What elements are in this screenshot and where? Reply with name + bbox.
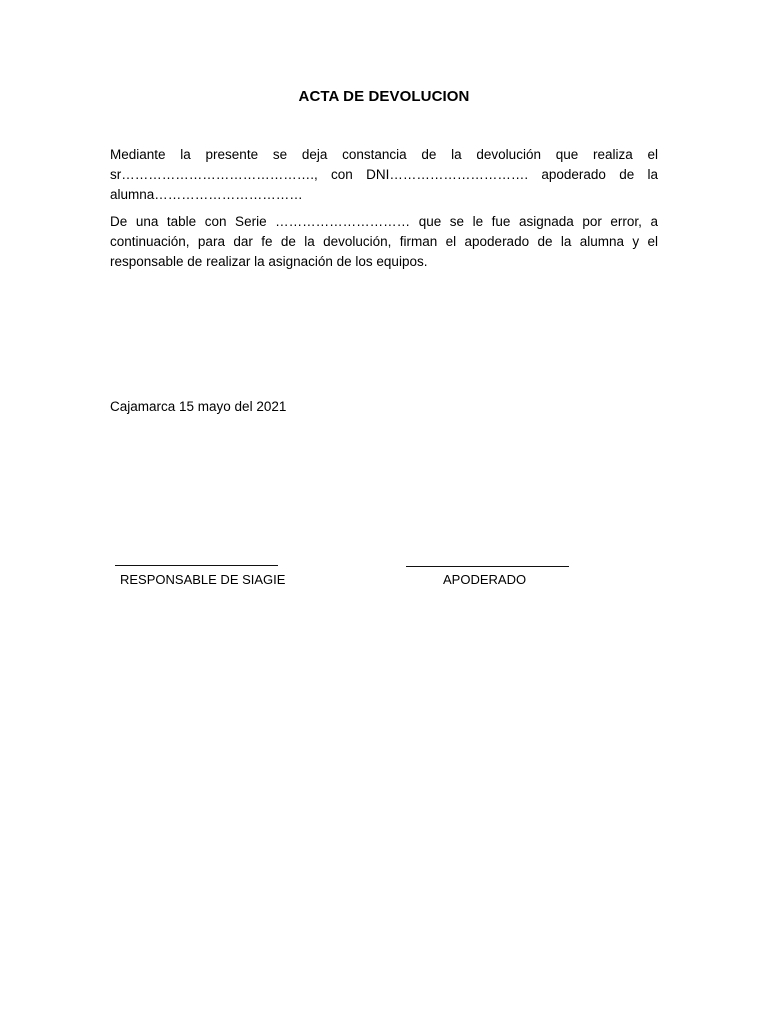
signature-line-apoderado xyxy=(406,566,569,567)
document-title: ACTA DE DEVOLUCION xyxy=(298,88,470,105)
paragraph-details: De una table con Serie ………………………… que se le fue asignada por error, a continuación, para dar fe de la devolución, firman el apoderado de la alumna y el responsable de realizar la asignación de los equipos. xyxy=(110,214,658,269)
signature-line-responsable xyxy=(115,565,278,566)
paragraph-declaration: Mediante la presente se deja constancia de la devolución que realiza el sr……………………………………., con DNI…………………………. apoderado de la alumna…………………………… xyxy=(110,147,658,202)
signature-label-apoderado: APODERADO xyxy=(443,572,527,587)
date-line: Cajamarca 15 mayo del 2021 xyxy=(110,399,287,414)
signature-label-responsable: RESPONSABLE DE SIAGIE xyxy=(120,572,286,587)
